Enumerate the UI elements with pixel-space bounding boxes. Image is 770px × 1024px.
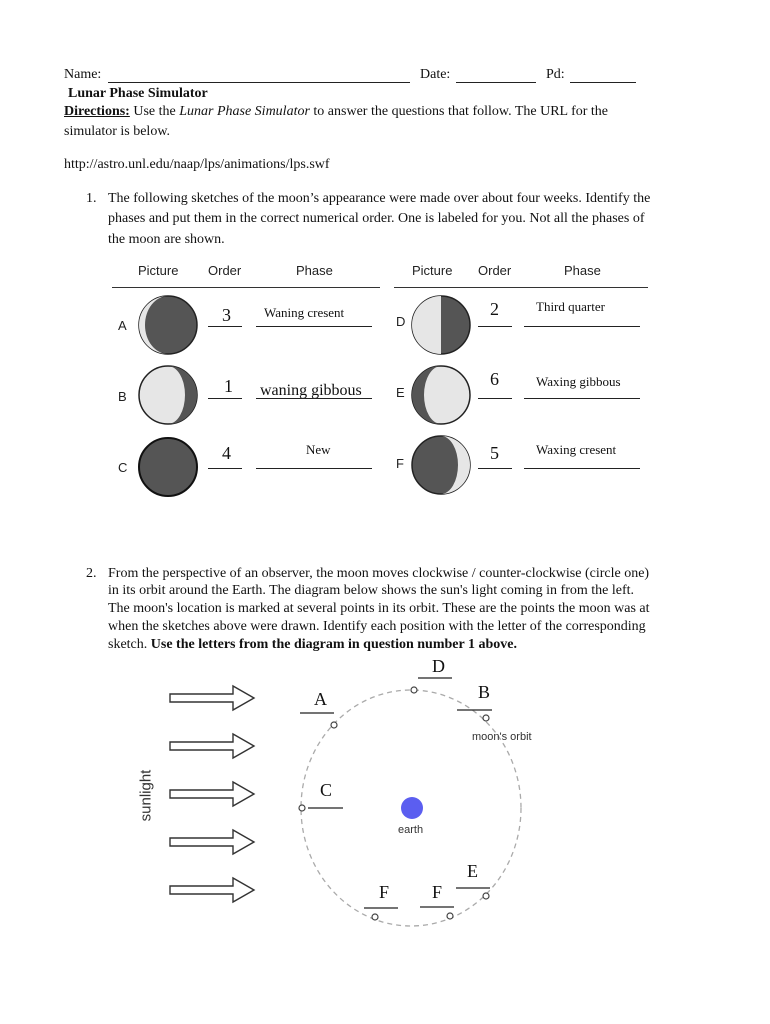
orbit-label: moon's orbit [472,731,532,743]
q1-number: 1. [86,191,97,206]
answer-f-2[interactable]: F [432,882,443,902]
sunlight-label: sunlight [137,769,155,822]
col-order-left: Order [208,263,242,278]
simulator-url[interactable]: http://astro.unl.edu/naap/lps/animations/lps.swf [64,157,330,172]
row-letter-e: E [396,385,405,400]
directions-line-2: simulator is below. [64,124,171,139]
col-phase-left: Phase [296,263,333,278]
name-label: Name: [64,67,102,82]
q2-line-5-bold: Use the letters from the diagram in question number 1 above. [150,637,517,652]
phase-f[interactable]: Waxing cresent [536,442,617,457]
answer-d[interactable]: D [432,656,445,676]
order-b[interactable]: 1 [224,376,233,396]
date-label: Date: [420,67,451,82]
order-d[interactable]: 2 [490,299,499,319]
directions-post: to answer the questions that follow. The URL for the [313,104,609,119]
col-order-right: Order [478,263,512,278]
q1-line-1: The following sketches of the moon’s appearance were made over about four weeks. Identify the [108,191,651,206]
phase-b[interactable]: waning gibbous [260,382,362,399]
q2-line-5-start: sketch. [108,637,148,652]
col-picture-right: Picture [412,263,453,278]
order-c[interactable]: 4 [222,443,231,463]
sunlight-arrows [170,686,254,902]
row-letter-c: C [118,460,128,475]
moon-position-markers [299,687,489,920]
phase-e[interactable]: Waxing gibbous [536,374,621,389]
q1-line-2: phases and put them in the correct numerical order. One is labeled for you. Not all the phases of [108,211,645,226]
row-letter-f: F [396,456,404,471]
directions-simulator: Lunar Phase Simulator [179,104,310,119]
earth-label: earth [398,824,424,836]
phase-c[interactable]: New [306,442,331,457]
q2-number: 2. [86,566,97,581]
answer-f-1[interactable]: F [379,882,390,902]
phase-d[interactable]: Third quarter [536,299,605,314]
q2-line-3: The moon's location is marked at several points in its orbit. These are the points the moon was at [108,601,650,616]
col-phase-right: Phase [564,263,601,278]
page-title: Lunar Phase Simulator [68,86,208,101]
q2-line-4: when the sketches above were drawn. Identify each position with the letter of the corresponding [108,619,646,634]
phase-a[interactable]: Waning cresent [264,305,345,320]
order-e[interactable]: 6 [490,369,499,389]
row-letter-b: B [118,389,127,404]
answer-b[interactable]: B [478,682,491,702]
q2-line-1: From the perspective of an observer, the moon moves clockwise / counter-clockwise (circle one) [108,566,650,581]
pd-label: Pd: [546,67,565,82]
row-letter-d: D [396,314,406,329]
q1-line-3: the moon are shown. [108,232,225,247]
order-f[interactable]: 5 [490,443,499,463]
q2-line-2: in its orbit around the Earth. The diagram below shows the sun's light coming in from the left. [108,583,635,598]
answer-c[interactable]: C [320,780,333,800]
earth-icon [401,797,423,819]
directions-label: Directions: [64,104,130,119]
answer-e[interactable]: E [467,861,478,881]
answer-a[interactable]: A [314,689,327,709]
row-letter-a: A [118,318,127,333]
order-a[interactable]: 3 [222,305,231,325]
col-picture-left: Picture [138,263,179,278]
directions-pre: Use the [133,104,176,119]
